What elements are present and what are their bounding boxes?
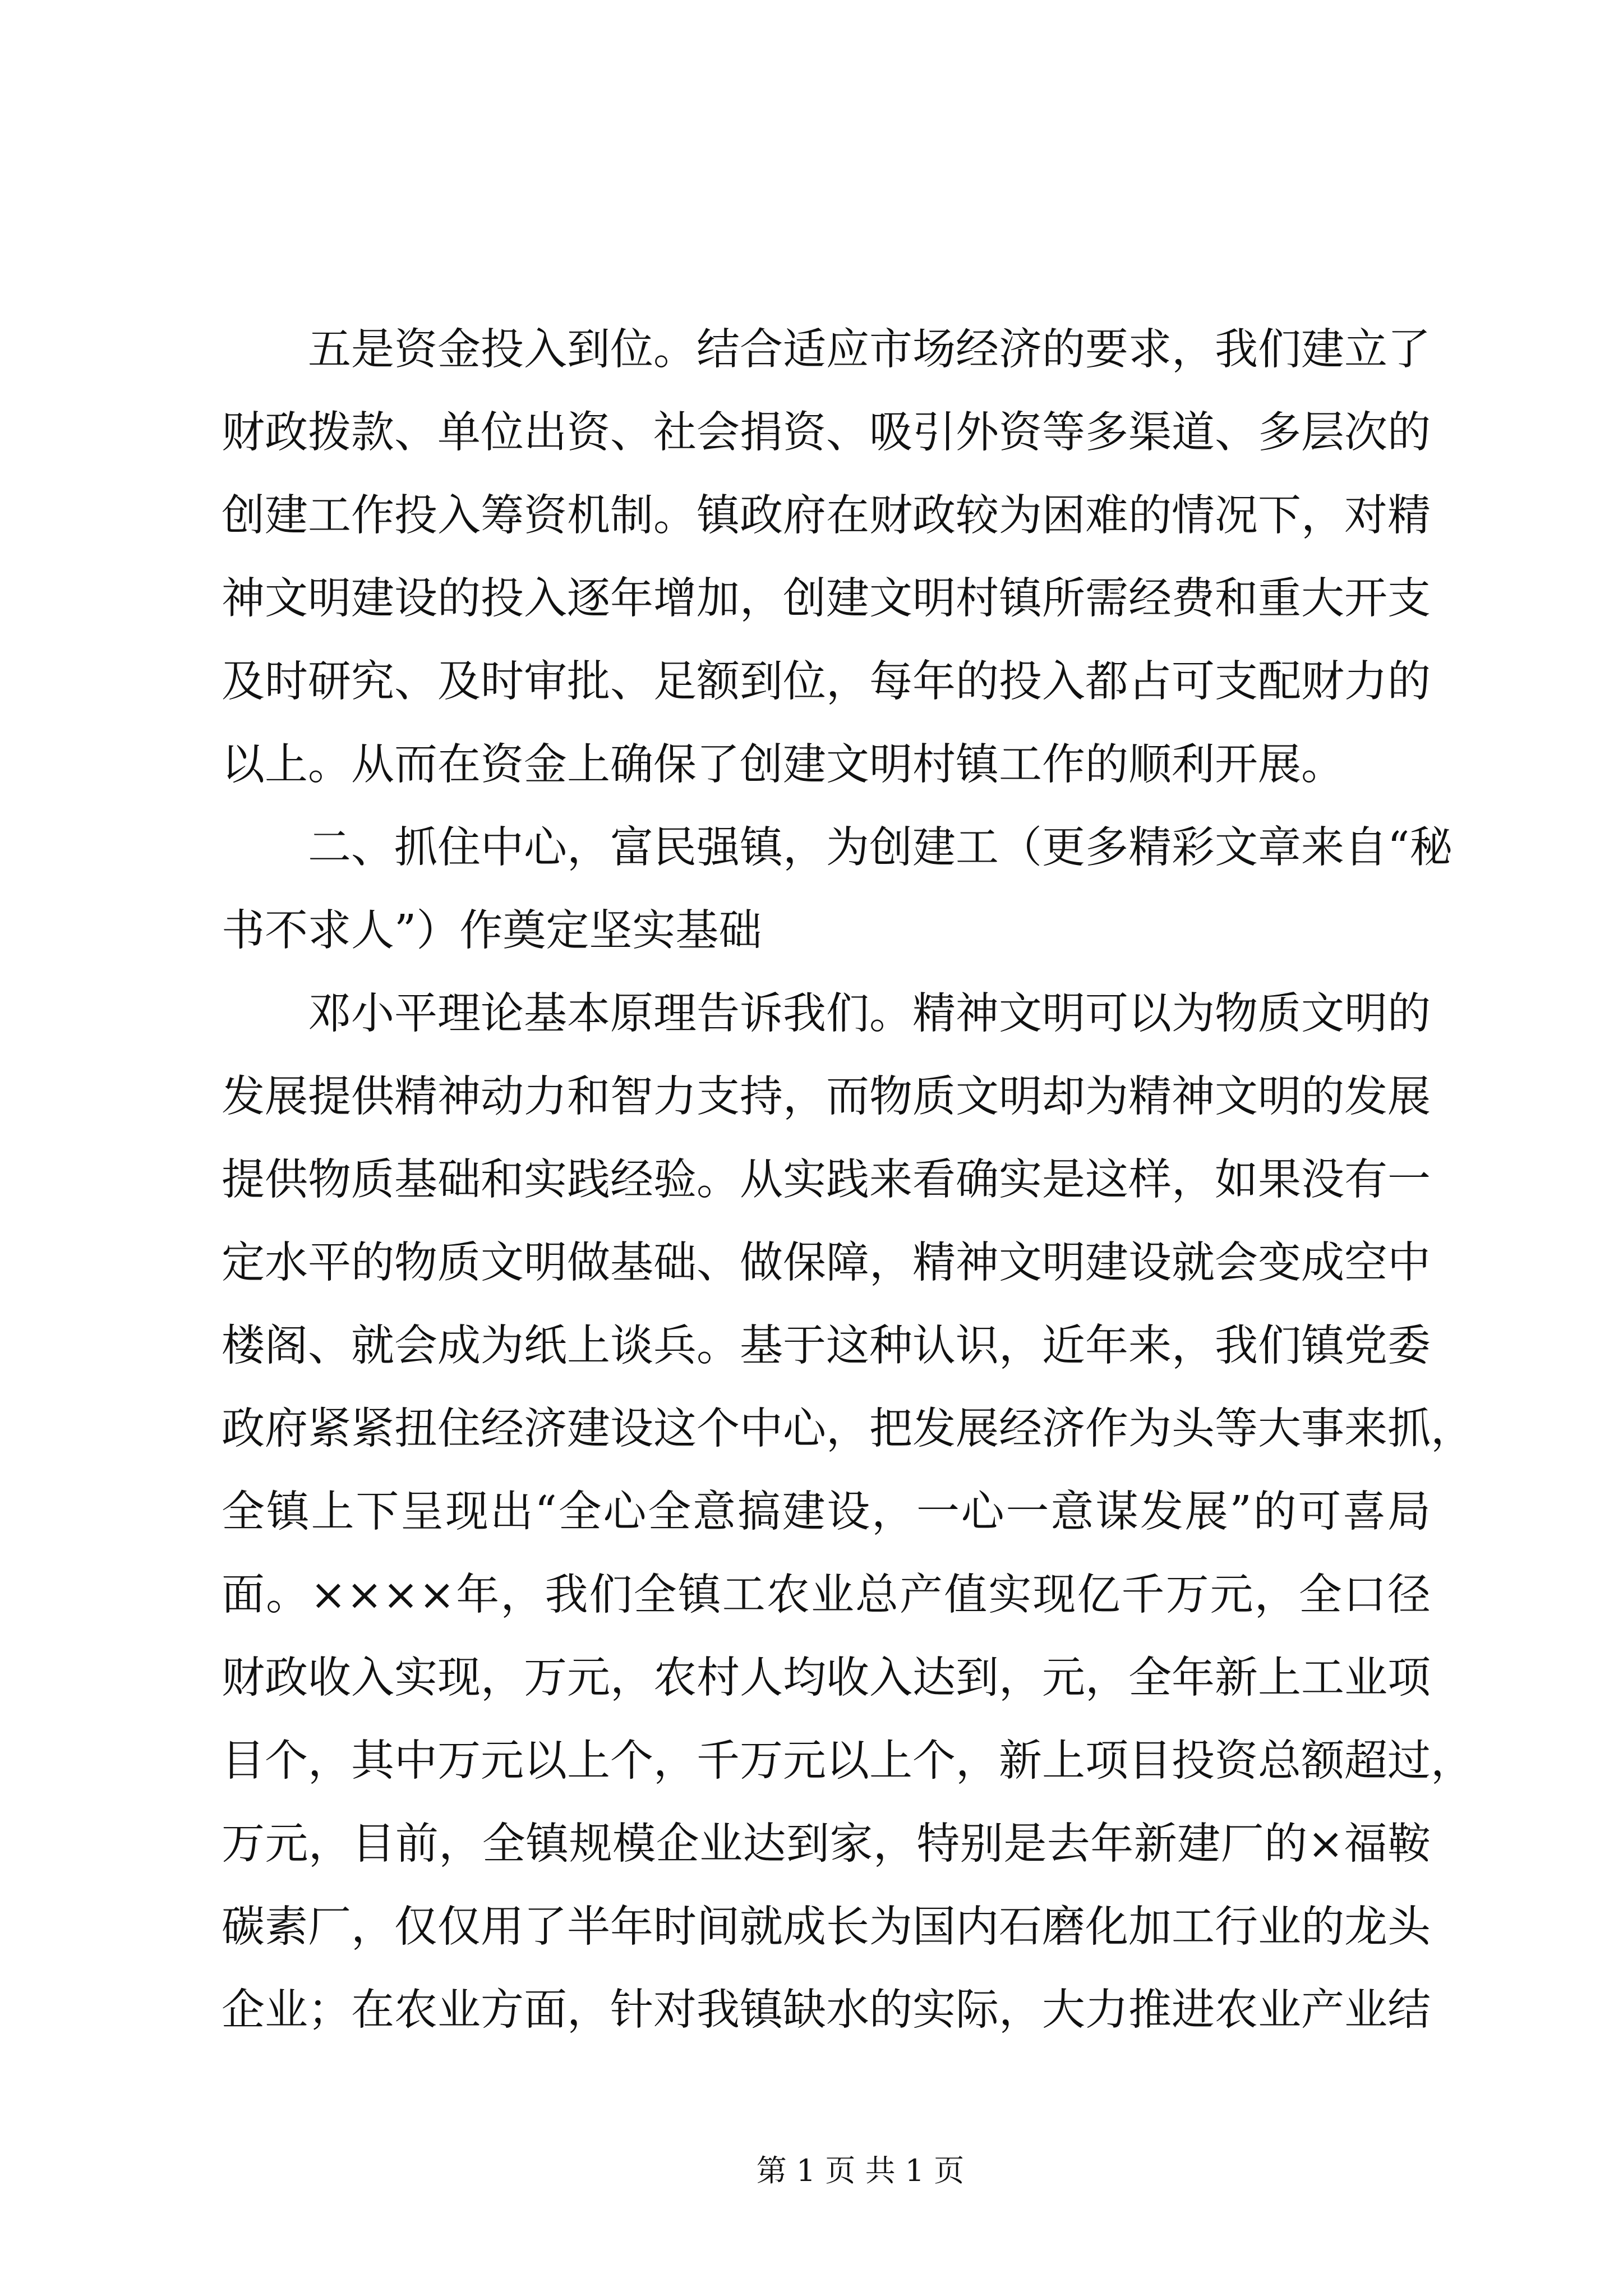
text-line: 万元，目前，全镇规模企业达到家，特别是去年新建厂的×福鞍: [222, 1819, 1431, 1869]
text-line: 提供物质基础和实践经验。从实践来看确实是这样，如果没有一: [222, 1155, 1431, 1205]
text-line: 发展提供精神动力和智力支持，而物质文明却为精神文明的发展: [222, 1072, 1431, 1122]
text-line: 创建工作投入筹资机制。镇政府在财政较为困难的情况下，对精: [222, 491, 1431, 541]
text-line: 企业；在农业方面，针对我镇缺水的实际，大力推进农业产业结: [222, 1985, 1431, 2035]
text-line: 目个，其中万元以上个，千万元以上个，新上项目投资总额超过，: [222, 1736, 1474, 1786]
text-line: 财政拨款、单位出资、社会捐资、吸引外资等多渠道、多层次的: [222, 408, 1431, 458]
paragraph-theory: [222, 973, 1474, 2052]
text-line: 楼阁、就会成为纸上谈兵。基于这种认识，近年来，我们镇党委: [222, 1321, 1431, 1371]
document-body: [222, 309, 1474, 2052]
heading-line: 二、抓住中心，富民强镇，为创建工（更多精彩文章来自“秘: [308, 823, 1453, 873]
text-line: 政府紧紧扭住经济建设这个中心，把发展经济作为头等大事来抓，: [222, 1404, 1474, 1454]
page-number-label: 第 1 页 共 1 页: [756, 2153, 965, 2188]
text-line: 定水平的物质文明做基础、做保障，精神文明建设就会变成空中: [222, 1238, 1431, 1288]
text-line: 神文明建设的投入逐年增加，创建文明村镇所需经费和重大开支: [222, 574, 1431, 624]
section-heading: [222, 807, 1453, 973]
text-line: 五是资金投入到位。结合适应市场经济的要求，我们建立了: [308, 325, 1431, 375]
text-line: 全镇上下呈现出“全心全意搞建设，一心一意谋发展”的可喜局: [222, 1487, 1431, 1537]
text-line: 以上。从而在资金上确保了创建文明村镇工作的顺利开展。: [222, 740, 1344, 790]
heading-line: 书不求人”）作奠定坚实基础: [222, 906, 762, 956]
text-line: 财政收入实现，万元，农村人均收入达到，元，全年新上工业项: [222, 1653, 1431, 1703]
text-line: 面。××××年，我们全镇工农业总产值实现亿千万元，全口径: [222, 1570, 1431, 1620]
text-line: 碳素厂，仅仅用了半年时间就成长为国内石磨化加工行业的龙头: [222, 1902, 1431, 1952]
paragraph-funding: [222, 309, 1431, 807]
text-line: 邓小平理论基本原理告诉我们。精神文明可以为物质文明的: [308, 989, 1431, 1039]
page-footer: [720, 2150, 1000, 2192]
text-line: 及时研究、及时审批、足额到位，每年的投入都占可支配财力的: [222, 657, 1431, 707]
